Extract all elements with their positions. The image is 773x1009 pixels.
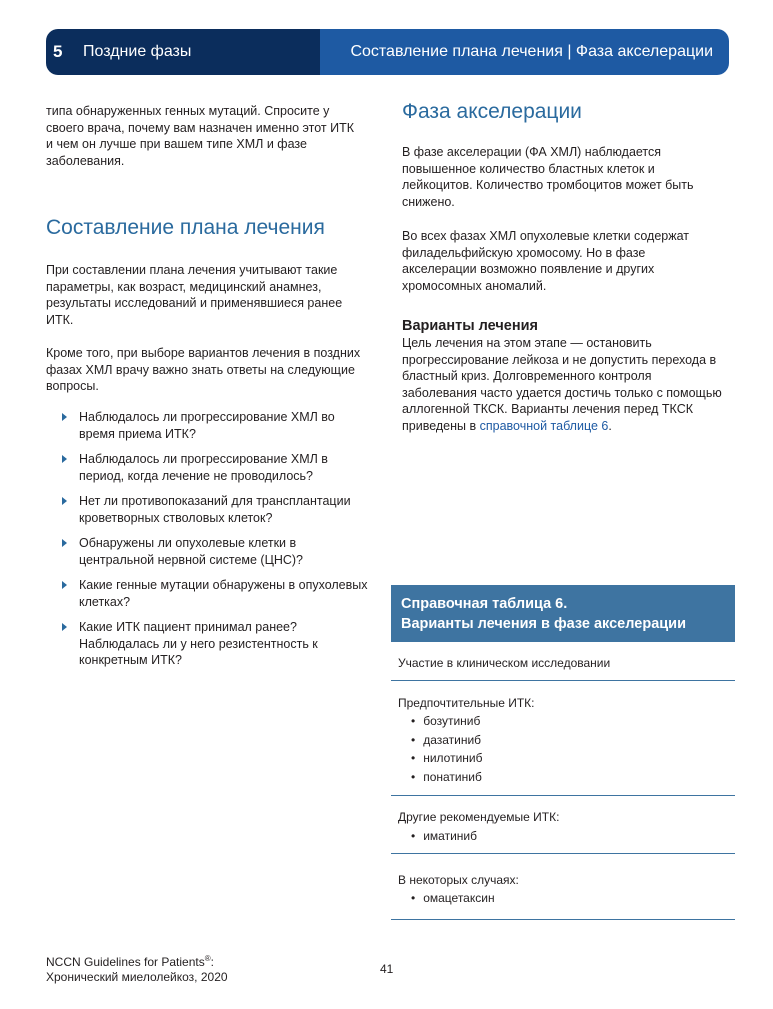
planning-paragraph-2: Кроме того, при выборе вариантов лечения в поздних фазах ХМЛ врачу важно знать ответы на следующие вопросы. [46, 346, 361, 393]
table-row-preferred-label: Предпочтительные ИТК: [398, 696, 535, 710]
section-title: Составление плана лечения | Фаза акселерации [320, 29, 729, 75]
questions-list [62, 409, 372, 678]
table-row-other-label: Другие рекомендуемые ИТК: [398, 810, 560, 824]
list-item: Наблюдалось ли прогрессирование ХМЛ во время приема ИТК? [62, 409, 372, 442]
list-item: • дазатиниб [411, 731, 481, 749]
chapter-tab [46, 29, 320, 75]
list-item: Наблюдалось ли прогрессирование ХМЛ в период, когда лечение не проводилось? [62, 451, 372, 484]
planning-paragraph-1: При составлении плана лечения учитывают такие параметры, как возраст, медицинский анамнез, результаты исследований и применявшиеся ранее ИТК. [46, 263, 343, 327]
table-6-link[interactable]: справочной таблице 6 [479, 418, 609, 433]
table-caption: Варианты лечения в фазе акселерации [401, 615, 686, 632]
arrow-icon [62, 539, 67, 547]
chapter-number: 5 [53, 42, 63, 61]
accelerated-paragraph-2: Во всех фазах ХМЛ опухолевые клетки содержат филадельфийскую хромосому. Но в фазе акселерации возможно появление и других хромосомных аномалий. [402, 229, 690, 293]
list-item: Обнаружены ли опухолевые клетки в центральной нервной системе (ЦНС)? [62, 535, 372, 568]
list-item: • омацетаксин [411, 889, 495, 907]
accelerated-phase-heading: Фаза акселерации [402, 100, 582, 123]
treatment-options-paragraph: Цель лечения на этом этапе — остановить прогрессирование лейкоза и не допустить перехода в бластный криз. Долговременного контроля заболевания часто удается достичь только с помощью аллогенной ТКСК. Варианты лечения перед ТКСК приведены в справочной таблице 6. [402, 336, 722, 433]
footer-title: Хронический миелолейкоз, 2020 [46, 970, 228, 984]
chapter-title: Поздние фазы [83, 43, 192, 60]
treatment-planning-heading: Составление плана лечения [46, 216, 325, 239]
list-item: • нилотиниб [411, 749, 482, 767]
intro-paragraph: типа обнаруженных генных мутаций. Спросите у своего врача, почему вам назначен именно этот ИТК и чем он лучше при вашем типе ХМЛ и фазе заболевания. [46, 104, 355, 168]
treatment-options-heading: Варианты лечения [402, 318, 538, 334]
table-number: Справочная таблица 6. [401, 595, 568, 612]
table-row-clinical-trial: Участие в клиническом исследовании [398, 656, 611, 670]
table-divider [391, 853, 735, 854]
arrow-icon [62, 455, 67, 463]
list-item: Какие генные мутации обнаружены в опухолевых клетках? [62, 577, 372, 610]
footer-publication: NCCN Guidelines for Patients®: [46, 954, 214, 969]
footer [46, 951, 228, 985]
list-item: Нет ли противопоказаний для трансплантации кроветворных стволовых клеток? [62, 493, 372, 526]
list-item: • иматиниб [411, 827, 477, 845]
list-item: Какие ИТК пациент принимал ранее? Наблюдалась ли у него резистентность к конкретным ИТК? [62, 619, 372, 669]
arrow-icon [62, 497, 67, 505]
table-title-banner [391, 585, 735, 642]
table-divider [391, 680, 735, 681]
arrow-icon [62, 413, 67, 421]
registered-mark: ® [204, 954, 211, 963]
list-item: • понатиниб [411, 768, 482, 786]
arrow-icon [62, 623, 67, 631]
table-row-some-cases-label: В некоторых случаях: [398, 873, 519, 887]
page-number: 41 [380, 962, 394, 976]
table-divider [391, 919, 735, 920]
table-divider [391, 795, 735, 796]
accelerated-paragraph-1: В фазе акселерации (ФА ХМЛ) наблюдается повышенное количество бластных клеток и лейкоцитов. Количество тромбоцитов может быть снижено. [402, 145, 694, 209]
list-item: • бозутиниб [411, 712, 480, 730]
chapter-header [46, 29, 729, 75]
arrow-icon [62, 581, 67, 589]
